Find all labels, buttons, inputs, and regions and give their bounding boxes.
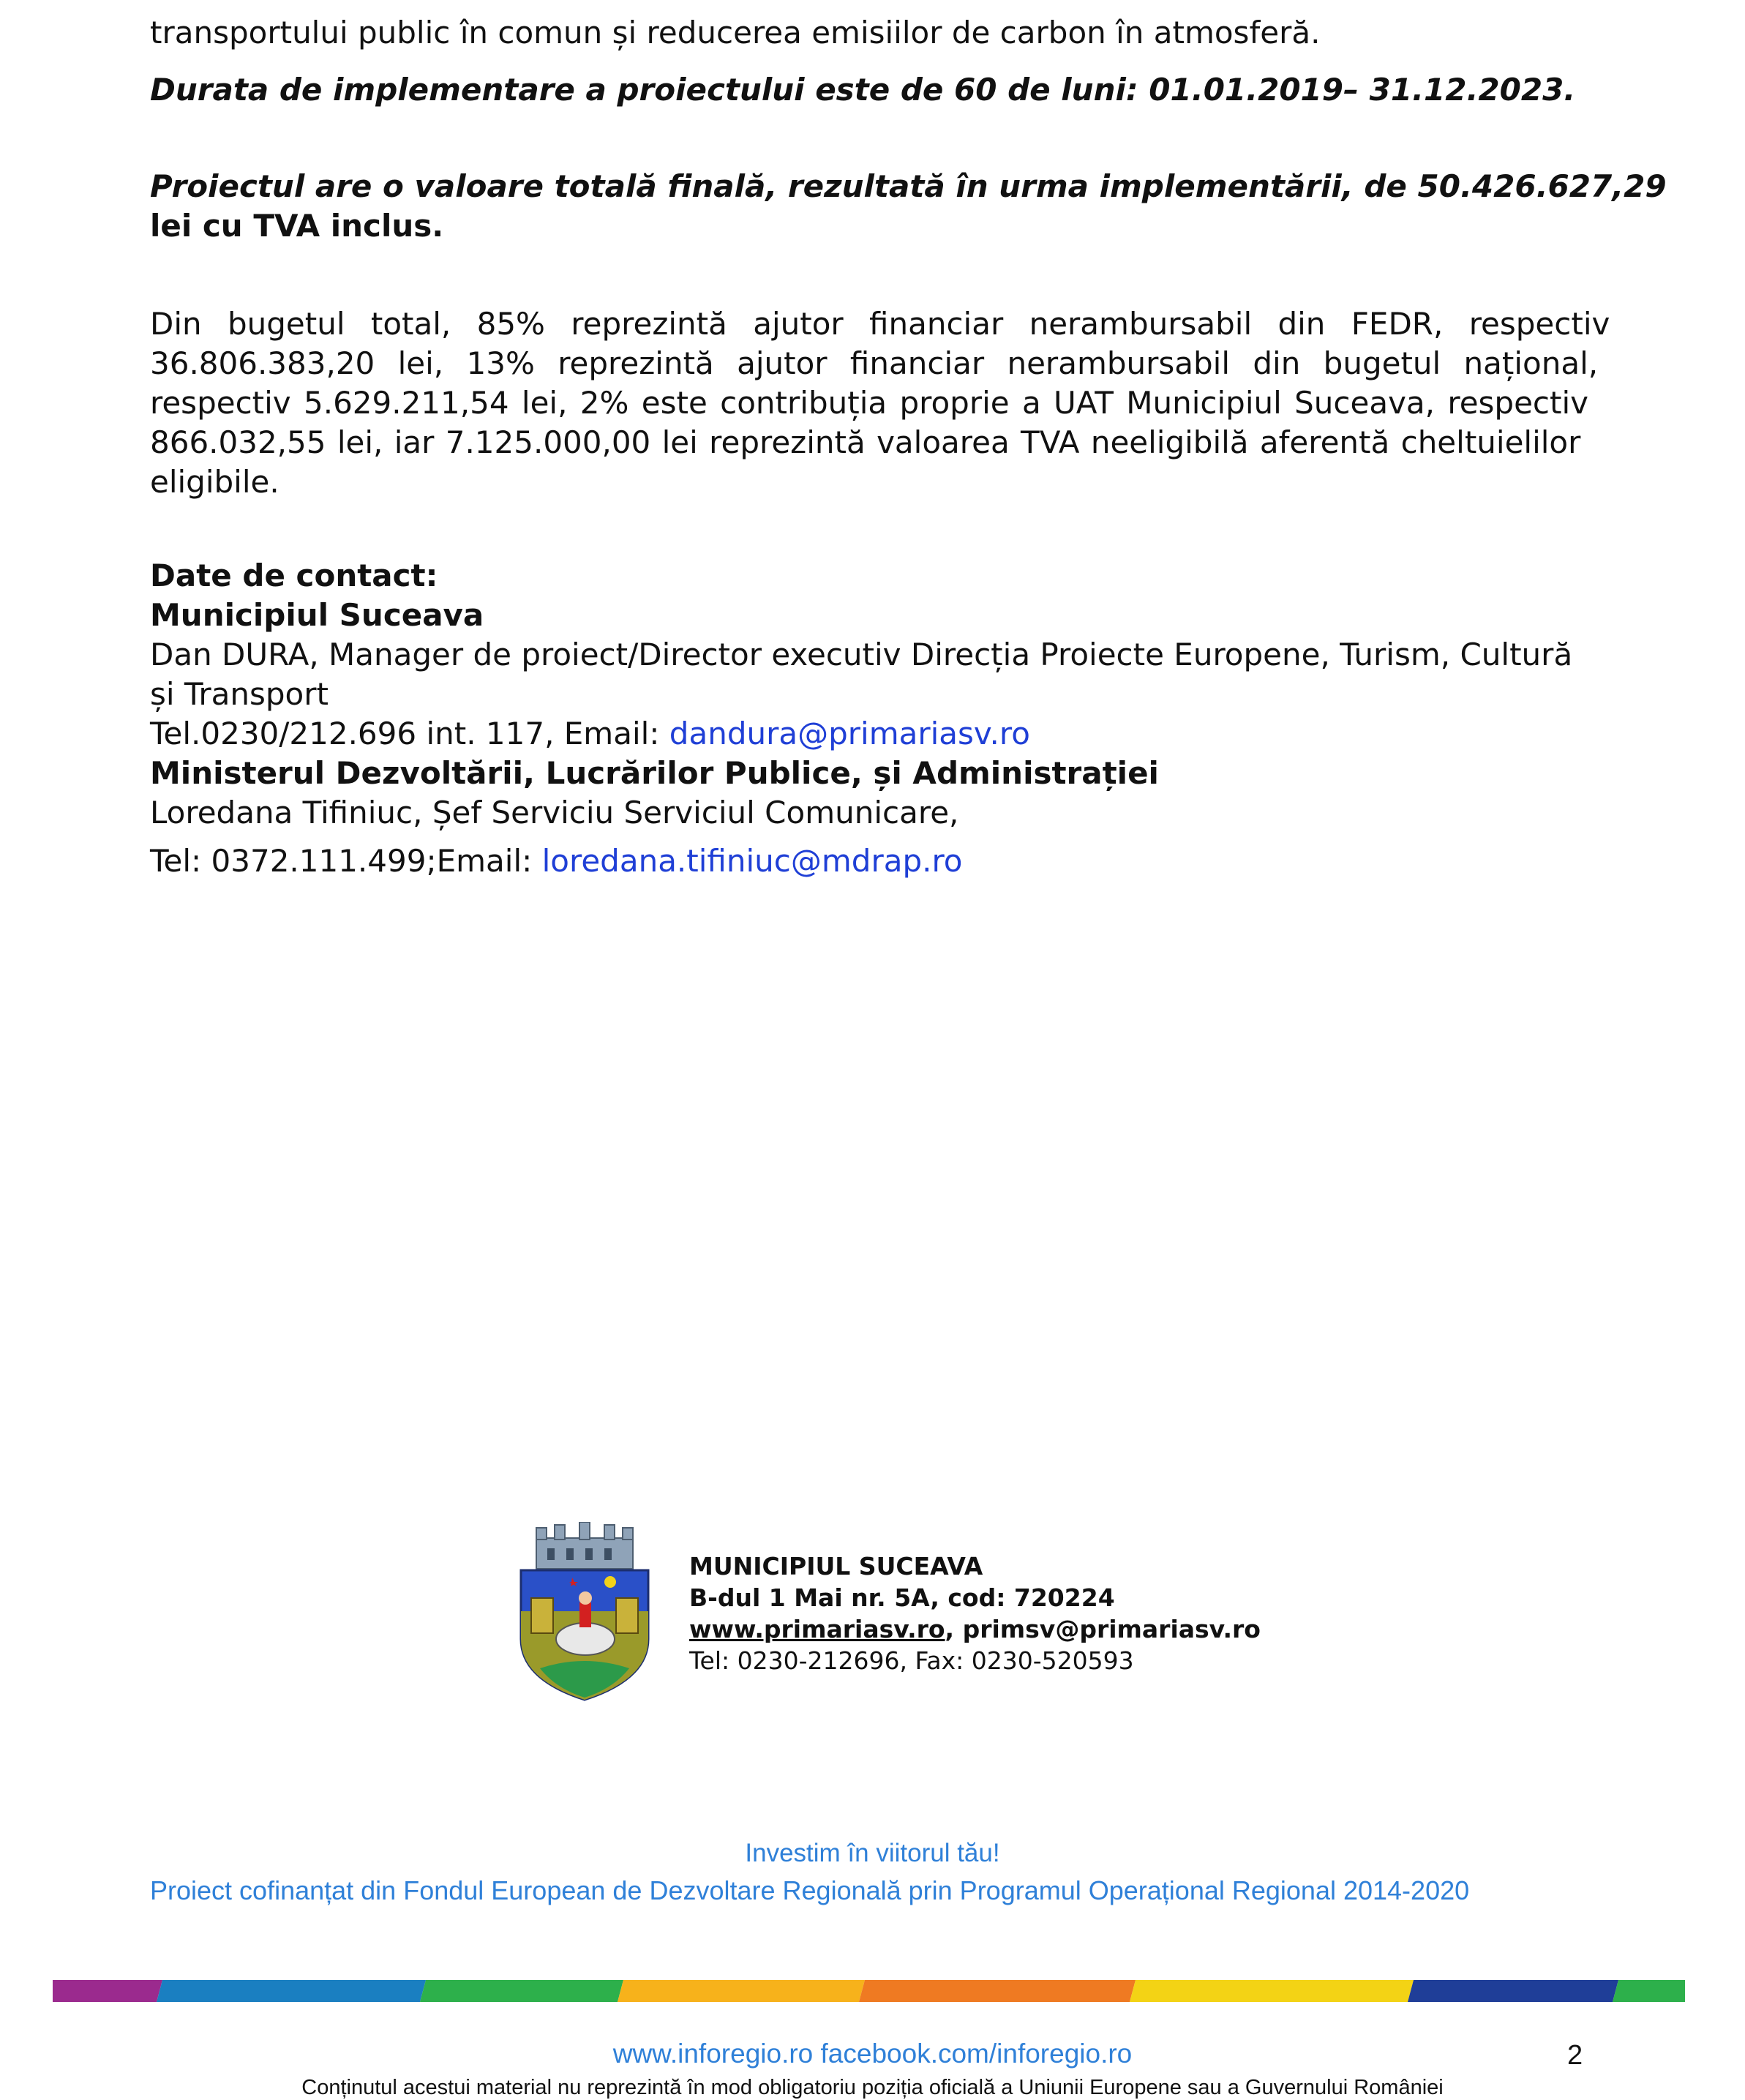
contact-person-dura-cont: și Transport	[150, 676, 329, 712]
implementation-duration: Durata de implementare a proiectului este de 60 de luni: 01.01.2019– 31.12.2023.	[150, 72, 1576, 108]
contact-org-ministry: Ministerul Dezvoltării, Lucrărilor Publice, și Administrației	[150, 755, 1159, 791]
budget-line: 866.032,55 lei, iar 7.125.000,00 lei reprezintă valoarea TVA neeligibilă aferentă cheltuielilor	[150, 424, 1581, 460]
footer-slogan: Investim în viitorul tău!	[745, 1839, 1000, 1867]
footer-disclaimer: Conținutul acestui material nu reprezintă în mod obligatoriu poziția oficială a Uniunii Europene sau a Guvernului României	[301, 2076, 1444, 2099]
municipality-website-link[interactable]: www.primariasv.ro	[689, 1615, 945, 1643]
municipality-address-block	[689, 1550, 1261, 1676]
footer-cofinance-note: Proiect cofinanțat din Fondul European de Dezvoltare Regională prin Programul Operațional Regional 2014-2020	[150, 1875, 1470, 1905]
municipality-web-line	[689, 1613, 1261, 1645]
contact-org-suceava: Municipiul Suceava	[150, 597, 484, 633]
contact-person-tifiniuc: Loredana Tifiniuc, Șef Serviciu Serviciul Comunicare,	[150, 795, 959, 830]
page-number: 2	[1567, 2040, 1583, 2071]
municipality-email: , primsv@primariasv.ro	[945, 1615, 1261, 1643]
budget-line: eligibile.	[150, 464, 279, 500]
project-value-line-2: lei cu TVA inclus.	[150, 208, 444, 244]
suceava-coat-of-arms-logo	[518, 1522, 651, 1701]
regio-color-stripe	[53, 1980, 1685, 2002]
phone-label: Tel.0230/212.696 int. 117, Email:	[150, 716, 669, 751]
email-link-tifiniuc[interactable]: loredana.tifiniuc@mdrap.ro	[541, 843, 963, 879]
phone-label: Tel: 0372.111.499;Email:	[150, 843, 542, 879]
municipality-address: B-dul 1 Mai nr. 5A, cod: 720224	[689, 1583, 1115, 1612]
contact-phone-dura	[150, 714, 1588, 754]
budget-line: Din bugetul total, 85% reprezintă ajutor financiar nerambursabil din FEDR, respectiv	[150, 306, 1610, 342]
footer-links[interactable]: www.inforegio.ro facebook.com/inforegio.ro	[612, 2039, 1133, 2069]
contact-person-dura: Dan DURA, Manager de proiect/Director executiv Direcția Proiecte Europene, Turism, Cultură	[150, 637, 1573, 672]
project-value	[150, 167, 1667, 246]
budget-line: 36.806.383,20 lei, 13% reprezintă ajutor financiar nerambursabil din bugetul național,	[150, 345, 1599, 381]
municipality-phone-fax: Tel: 0230-212696, Fax: 0230-520593	[689, 1646, 1134, 1675]
contact-phone-tifiniuc	[150, 841, 1588, 881]
project-value-line-1: Proiectul are o valoare totală finală, rezultată în urma implementării, de 50.426.627,29	[150, 168, 1667, 204]
email-link-dandura[interactable]: dandura@primariasv.ro	[669, 716, 1030, 751]
municipality-name: MUNICIPIUL SUCEAVA	[689, 1552, 983, 1580]
budget-paragraph	[150, 304, 1610, 502]
budget-line: respectiv 5.629.211,54 lei, 2% este contribuția proprie a UAT Municipiul Suceava, respectiv	[150, 385, 1589, 421]
contact-heading: Date de contact:	[150, 558, 438, 593]
contact-section	[150, 556, 1588, 881]
paragraph-intro-end: transportului public în comun și reducerea emisiilor de carbon în atmosferă.	[150, 15, 1321, 50]
